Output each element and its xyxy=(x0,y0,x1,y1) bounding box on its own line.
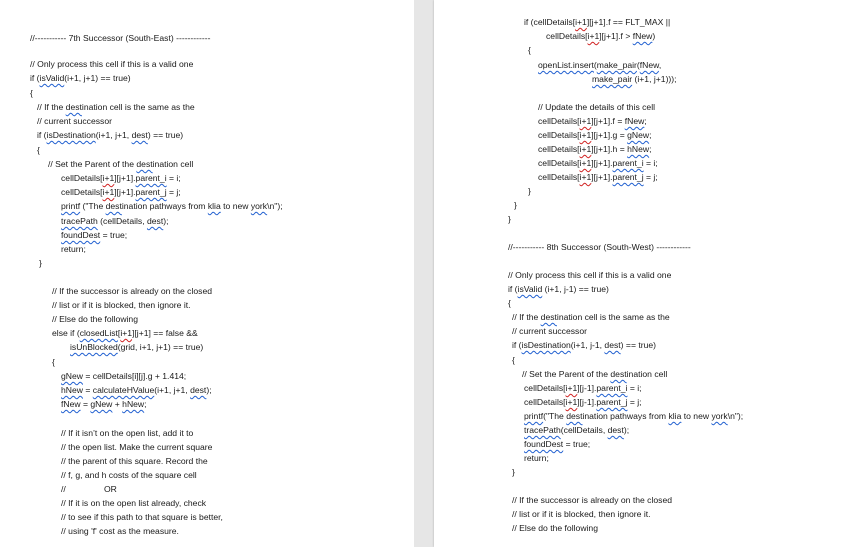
right-code-line: cellDetails[i+1][j+1].parent_j = j; xyxy=(538,172,658,182)
right-code-line: make_pair (i+1, j+1))); xyxy=(592,74,677,84)
left-code-line: { xyxy=(52,357,55,367)
left-code-line: //----------- 7th Successor (South-East) ------------ xyxy=(30,33,211,43)
right-code-line: cellDetails[i+1][j-1].parent_j = j; xyxy=(524,397,642,407)
right-code-line: printf("The destination pathways from klia to new york\n"); xyxy=(524,411,744,421)
left-code-line: hNew = calculateHValue(i+1, j+1, dest); xyxy=(61,385,212,395)
right-code-line: cellDetails[i+1][j+1].f = fNew; xyxy=(538,116,647,126)
left-code-line: if (isValid(i+1, j+1) == true) xyxy=(30,73,131,83)
right-code-line: } xyxy=(514,200,517,210)
left-code-line: // Only process this cell if this is a valid one xyxy=(30,59,194,69)
left-code-line: // current successor xyxy=(37,116,112,126)
right-code-line: //----------- 8th Successor (South-West) ------------ xyxy=(508,242,691,252)
left-code-line: // If the successor is already on the closed xyxy=(52,286,213,296)
left-code-line: printf ("The destination pathways from klia to new york\n"); xyxy=(61,201,283,211)
left-code-line: isUnBlocked(grid, i+1, j+1) == true) xyxy=(70,342,204,352)
left-code-line: tracePath (cellDetails, dest); xyxy=(61,216,169,226)
right-code-line: // Update the details of this cell xyxy=(538,102,656,112)
right-code-line: } xyxy=(508,214,511,224)
right-code-line: // Else do the following xyxy=(512,523,598,533)
right-code-line: { xyxy=(528,45,531,55)
left-code-line: // using 'f' cost as the measure. xyxy=(61,526,179,536)
page-gap xyxy=(414,0,434,547)
left-code-line: // f, g, and h costs of the square cell xyxy=(61,470,197,480)
right-code-line: if (cellDetails[i+1][j+1].f == FLT_MAX || xyxy=(524,17,671,27)
right-code-line: cellDetails[i+1][j+1].f > fNew) xyxy=(546,31,656,41)
right-code-line: } xyxy=(528,186,531,196)
left-code-line: } xyxy=(39,258,42,268)
left-code-line: if (isDestination(i+1, j+1, dest) == true) xyxy=(37,130,184,140)
right-code-line: foundDest = true; xyxy=(524,439,591,449)
document-page-left xyxy=(0,0,414,547)
left-code-line: gNew = cellDetails[i][j].g + 1.414; xyxy=(61,371,187,381)
right-code-line: { xyxy=(508,298,511,308)
left-code-line: { xyxy=(30,88,33,98)
right-code-line: // If the destination cell is the same as the xyxy=(512,312,670,322)
left-code-line: cellDetails[i+1][j+1].parent_j = j; xyxy=(61,187,181,197)
right-code-line: return; xyxy=(524,453,549,463)
left-code-line: // to see if this path to that square is better, xyxy=(61,512,223,522)
left-code-line: // Else do the following xyxy=(52,314,138,324)
right-code-line: cellDetails[i+1][j+1].parent_i = i; xyxy=(538,158,658,168)
left-code-line: // If it isn’t on the open list, add it to xyxy=(61,428,194,438)
left-code-line: else if (closedList[i+1][j+1] == false && xyxy=(52,328,198,338)
left-code-line: foundDest = true; xyxy=(61,230,128,240)
left-code-line: cellDetails[i+1][j+1].parent_i = i; xyxy=(61,173,181,183)
right-code-line: cellDetails[i+1][j+1].g = gNew; xyxy=(538,130,652,140)
right-code-line: // If the successor is already on the closed xyxy=(512,495,673,505)
left-code-line: return; xyxy=(61,244,86,254)
right-code-line: // current successor xyxy=(512,326,587,336)
right-code-line: // list or if it is blocked, then ignore it. xyxy=(512,509,651,519)
left-code-line: // the open list. Make the current square xyxy=(61,442,213,452)
left-code-line: { xyxy=(37,145,40,155)
left-code-line: // the parent of this square. Record the xyxy=(61,456,208,466)
right-code-line: { xyxy=(512,355,515,365)
left-code-line: // OR xyxy=(61,484,117,494)
left-code-line: // Set the Parent of the destination cell xyxy=(48,159,194,169)
right-code-line: tracePath(cellDetails, dest); xyxy=(524,425,630,435)
left-code-line: // If the destination cell is the same as the xyxy=(37,102,195,112)
right-code-line: if (isDestination(i+1, j-1, dest) == true) xyxy=(512,340,657,350)
left-code-line: // list or if it is blocked, then ignore it. xyxy=(52,300,191,310)
right-code-line: if (isValid (i+1, j-1) == true) xyxy=(508,284,609,294)
right-code-line: // Only process this cell if this is a valid one xyxy=(508,270,672,280)
right-code-line: cellDetails[i+1][j-1].parent_i = i; xyxy=(524,383,642,393)
right-code-line: openList.insert(make_pair(fNew, xyxy=(538,60,662,70)
left-code-line: fNew = gNew + hNew; xyxy=(61,399,147,409)
document-page-right xyxy=(434,0,848,547)
left-code-line: // If it is on the open list already, check xyxy=(61,498,207,508)
right-code-line: } xyxy=(512,467,515,477)
right-code-line: // Set the Parent of the destination cell xyxy=(522,369,668,379)
right-code-line: cellDetails[i+1][j+1].h = hNew; xyxy=(538,144,652,154)
